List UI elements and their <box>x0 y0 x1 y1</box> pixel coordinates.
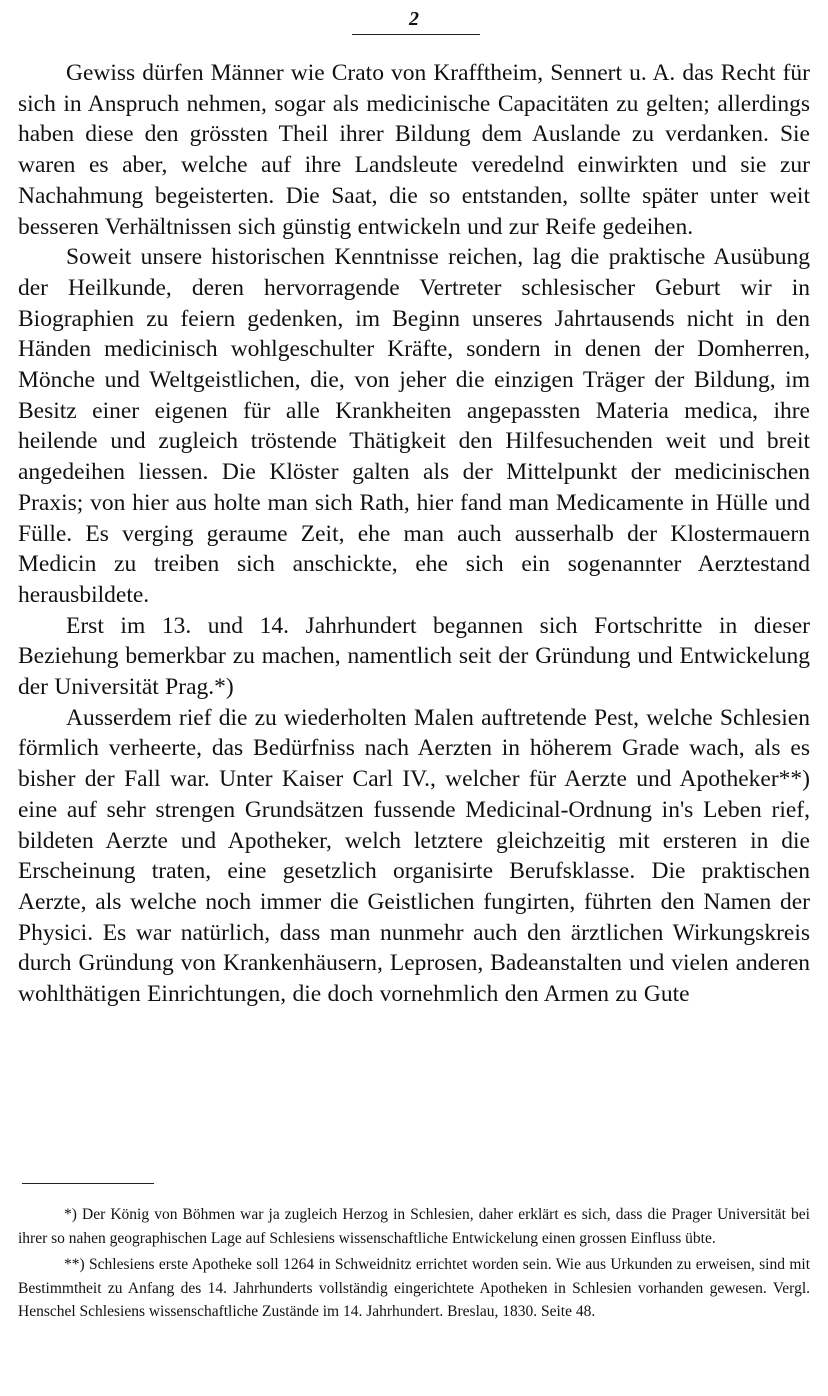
header-rule <box>352 34 480 35</box>
paragraph-jahrhundert: Erst im 13. und 14. Jahrhundert begannen sich Fortschritte in dieser Beziehung bemerkbar zu machen, namentlich seit der Gründung und Entwickelung der Universität Prag.*) <box>18 612 810 701</box>
main-text <box>18 58 810 1010</box>
footnotes <box>18 1203 810 1327</box>
paragraph-crato: Gewiss dürfen Männer wie Crato von Krafftheim, Sennert u. A. das Recht für sich in Anspruch nehmen, sogar als medicinische Capacitäten zu gelten; allerdings haben diese den grössten Theil ihrer Bildung dem Auslande zu verdanken. Sie waren es aber, welche auf ihre Landsleute veredelnd einwirkten und sie zur Nachahmung begeisterten. Die Saat, die so entstanden, sollte später unter weit besseren Verhältnissen sich günstig entwickeln und zur Reife gedeihen. <box>18 60 810 240</box>
page-number: 2 <box>409 8 419 30</box>
paragraph-heilkunde: Soweit unsere historischen Kenntnisse reichen, lag die praktische Ausübung der Heilkunde, deren hervorragende Vertreter schlesischer Geburt wir in Biographien zu feiern gedenken, im Beginn unseres Jahrtausends nicht in den Händen medicinisch wohlgeschulter Kräfte, sondern in denen der Domherren, Mönche und Weltgeistlichen, die, von jeher die einzigen Träger der Bildung, im Besitz einer eigenen für alle Krankheiten angepassten Materia medica, ihre heilende und zugleich tröstende Thätigkeit den Hilfesuchenden weit und breit angedeihen liessen. Die Klöster galten als der Mittelpunkt der medicinischen Praxis; von hier aus holte man sich Rath, hier fand man Medicamente in Hülle und Fülle. Es verging geraume Zeit, ehe man auch ausserhalb der Klostermauern Medicin zu treiben sich anschickte, ehe sich ein sogenannter Aerztestand herausbildete. <box>18 244 810 608</box>
paragraph-pest: Ausserdem rief die zu wiederholten Malen auftretende Pest, welche Schlesien förmlich verheerte, das Bedürfniss nach Aerzten in höherem Grade wach, als es bisher der Fall war. Unter Kaiser Carl IV., welcher für Aerzte und Apotheker**) eine auf sehr strengen Grundsätzen fussende Medicinal-Ordnung in's Leben rief, bildeten Aerzte und Apotheker, welch letztere gleichzeitig mit ersteren in die Erscheinung traten, eine gesetzlich organisirte Berufsklasse. Die praktischen Aerzte, als welche noch immer die Geistlichen fungirten, führten den Namen der Physici. Es war natürlich, dass man nunmehr auch den ärztlichen Wirkungskreis durch Gründung von Krankenhäusern, Leprosen, Badeanstalten und vielen anderen wohlthätigen Einrichtungen, die doch vornehmlich den Armen zu Gute <box>18 704 810 1008</box>
footnote-rule <box>22 1183 154 1184</box>
footnote-2: **) Schlesiens erste Apotheke soll 1264 in Schweidnitz errichtet worden sein. Wie aus Urkunden zu erweisen, sind mit Bestimmtheit zu Anfang des 14. Jahrhunderts vollständig eingerichtete Apotheken in Schlesien vorhanden gewesen. Vergl. Henschel Schlesiens wissenschaftliche Zustände im 14. Jahrhundert. Breslau, 1830. Seite 48. <box>18 1256 810 1320</box>
footnote-1: *) Der König von Böhmen war ja zugleich Herzog in Schlesien, daher erklärt es sich, dass die Prager Universität bei ihrer so nahen geographischen Lage auf Schlesiens wissenschaftliche Entwickelung einen grossen Einfluss übte. <box>18 1206 810 1247</box>
